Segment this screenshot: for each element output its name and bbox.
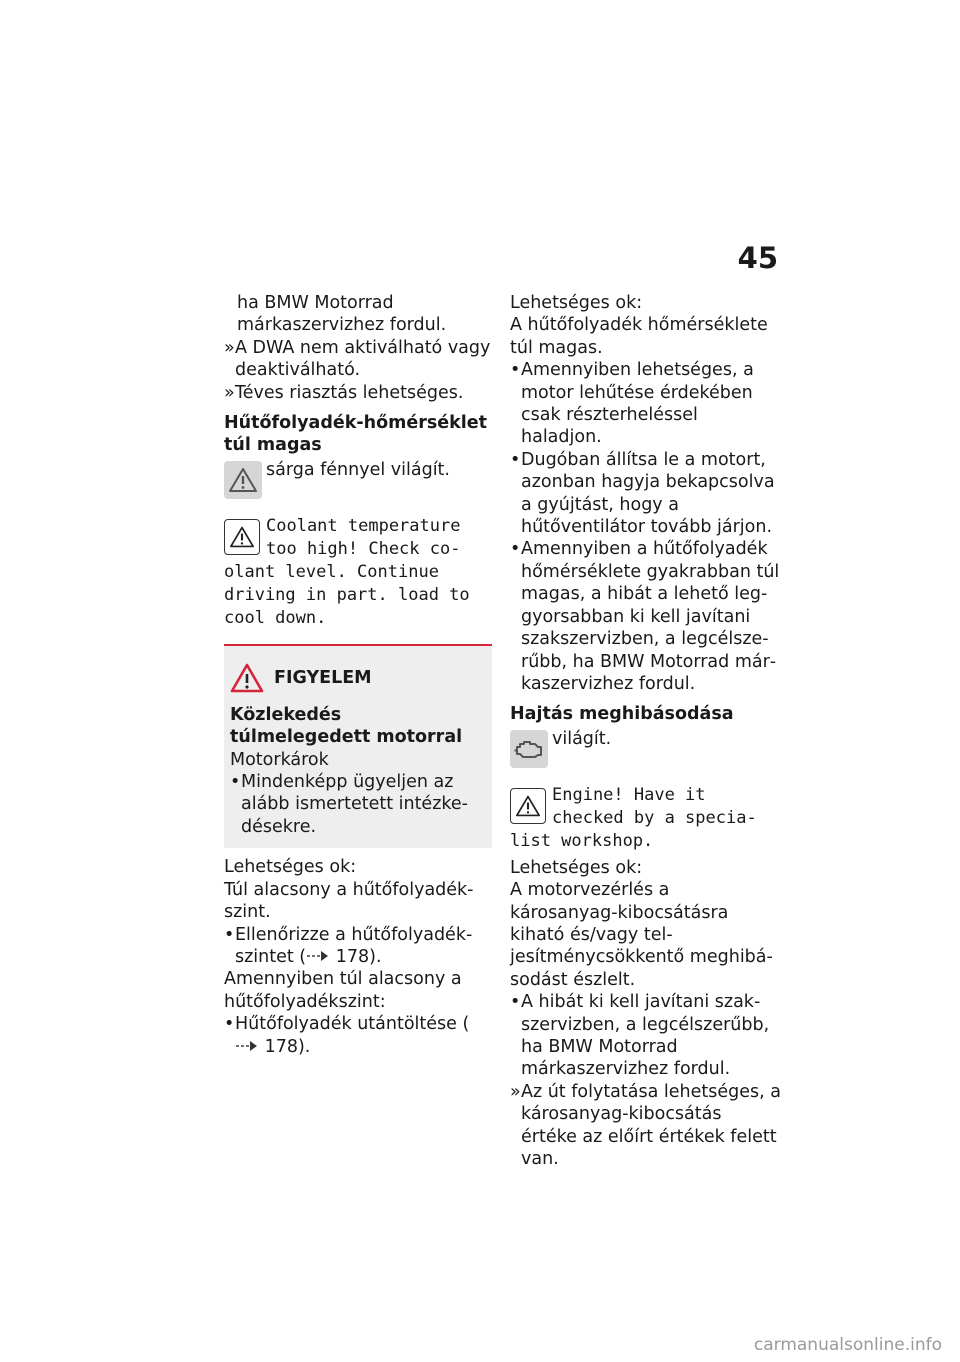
- right-column: [510, 292, 782, 1170]
- result-item: » A DWA nem aktiválható vagy deaktiválható.: [224, 337, 492, 382]
- warning-lamp-row: [224, 459, 492, 503]
- list-item: • Dugóban állítsa le a motort, azonban hagyja bekapcsolva a gyújtást, hogy a hűtőventilátor tovább járjon.: [510, 449, 782, 539]
- list-item: • Amennyiben a hűtőfolyadék hőmérséklete gyakrabban túl magas, a hibát a lehető leggyorsabban ki kell javítani szakszervizben, a legcélszerűbb, ha BMW Motorrad márkaszervizhez fordul.: [510, 538, 782, 695]
- warning-triangle-display-icon: [224, 519, 260, 555]
- engine-lamp-row: [510, 728, 782, 772]
- display-message: [510, 784, 782, 853]
- page-ref-arrow-icon: [306, 949, 330, 963]
- intro-text: ha BMW Motorrad márkaszervizhez fordul.: [237, 293, 447, 336]
- warning-label: FIGYELEM: [274, 667, 372, 688]
- section-title-engine: Hajtás meghibásodása: [510, 704, 734, 725]
- list-item: • Ellenőrizze a hűtőfolyadékszintet ( 178).: [224, 924, 492, 969]
- left-column: [224, 292, 492, 1058]
- warning-consequence: Motorkárok: [230, 749, 329, 770]
- cause-text: Amennyiben túl alacsony a hűtőfolyadékszint:: [224, 969, 462, 1012]
- warning-bullet: • Mindenképp ügyeljen az alább ismertetett intézkedésekre.: [230, 771, 486, 838]
- list-item: • Amennyiben lehetséges, a motor lehűtése érdekében csak részterheléssel haladjon.: [510, 359, 782, 449]
- red-warning-triangle-icon: [230, 662, 264, 694]
- cause-text: A hűtőfolyadék hőmérséklete túl magas.: [510, 315, 768, 358]
- warning-box: [224, 644, 492, 848]
- result-item: » Téves riasztás lehetséges.: [224, 382, 492, 404]
- lamp-text: sárga fénnyel világít.: [266, 459, 450, 480]
- cause-text: A motorvezérlés a károsanyag-kibocsátásra kiható és/vagy teljesítménycsökkentő meghibásodást észlelt.: [510, 880, 773, 990]
- causes-label: Lehetséges ok:: [510, 857, 643, 878]
- yellow-warning-triangle-icon: [224, 461, 262, 499]
- causes-label: Lehetséges ok:: [224, 857, 357, 878]
- engine-check-icon: [510, 730, 548, 768]
- result-item: » Az út folytatása lehetséges, a károsanyag-kibocsátás értéke az előírt értékek felett van.: [510, 1081, 782, 1171]
- display-text: Coolant temperature too high! Check co- olant level. Continue driving in part. load to cool down.: [224, 515, 470, 628]
- watermark: carmanualsonline.info: [753, 1334, 942, 1355]
- lamp-text: világít.: [552, 728, 612, 749]
- cause-text: Túl alacsony a hűtőfolyadékszint.: [224, 879, 474, 923]
- causes-label: Lehetséges ok:: [510, 293, 643, 313]
- section-title-coolant: Hűtőfolyadék-hőmérséklet túl magas: [224, 413, 488, 456]
- display-text: Engine! Have it checked by a specia- list workshop.: [510, 784, 757, 851]
- list-item: • A hibát ki kell javítani szakszervizben, a legcélszerűbb, ha BMW Motorrad márkaszervizhez fordul.: [510, 991, 782, 1081]
- warning-title: Közlekedés túlmelegedett motorral: [230, 704, 463, 748]
- display-message: [224, 515, 492, 630]
- page-ref-arrow-icon: [235, 1039, 259, 1053]
- page-number: 45: [737, 241, 778, 275]
- list-item: • Hűtőfolyadék utántöltése ( 178).: [224, 1013, 492, 1058]
- warning-header: [230, 662, 486, 694]
- warning-triangle-display-icon: [510, 788, 546, 824]
